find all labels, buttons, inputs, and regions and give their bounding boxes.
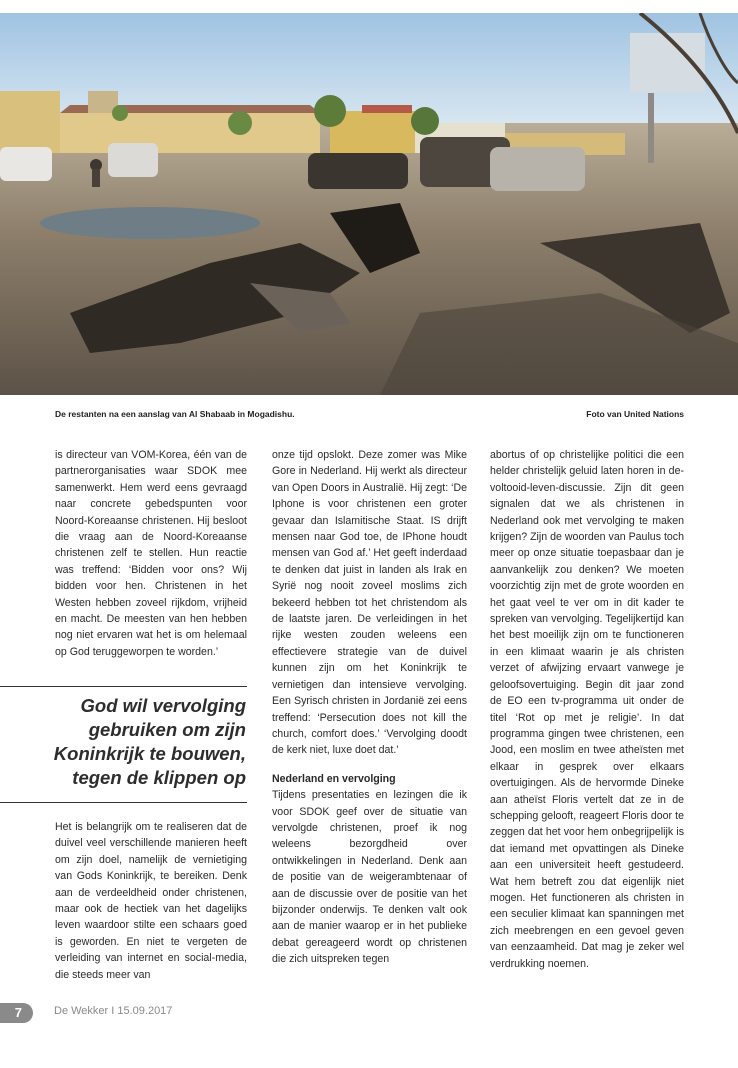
paragraph: abortus of op christelijke politici die een helder christelijk geluid laten horen in de-voltooid-leven-discussie. Zijn dit geen signalen dat we als christenen in Nederland ook met vervolging te maken krijgen? Zijn de woorden van Paulus toch meer op onze situatie toepasbaar dan je aanvankelijk zou denken? We moeten voorzichtig zijn met de grote woorden en het gaat veel te ver om in dit kader te spreken van vervolging. Tegelijkertijd kan het best moeilijk zijn om te functioneren in een klimaat waarin je als christen verzet of afwijzing ervaart vanwege je geloofsovertuiging. Begin dit jaar zond de EO een tv-programma uit onder de titel ‘Rot op met je religie’. In dat programma gingen twee christenen, een Jood, een moslim en twee atheïsten met elkaar in gesprek over elkaars overtuigingen. Als de hervormde Dineke aan atheïst Floris vertelt dat ze in de schepping gelooft, reageert Floris door te zeggen dat het voor hem onbegrijpelijk is dat iemand met opvattingen als Dineke aan een universiteit heeft gestudeerd. Wat hem betreft zou dat eigenlijk niet mogen. Het functioneren als christen in een seculier klimaat kan spanningen met zich meebrengen en een gevoel geven van eenzaamheid. Dat mag je zeker wel verdrukking noemen. xyxy=(490,449,684,970)
paragraph: Tijdens presentaties en lezingen die ik voor SDOK geef over de situatie van vervolgde christenen, proef ik nog weleens bezorgdheid over ontwikkelingen in Nederland. Denk aan de positie van de weigerambtenaar of aan de discussie over de positie van het bijzonder onderwijs. Te denken valt ook aan de manier waarop er in het publieke debat gereageerd wordt op christenen die zich uitspreken tegen xyxy=(272,789,467,966)
pullquote-rule-bottom xyxy=(0,802,247,803)
pullquote-rule-top xyxy=(0,686,247,687)
paragraph: is directeur van VOM-Korea, één van de partnerorganisaties waar SDOK mee samenwerkt. Hem werd eens gevraagd naar concrete gebedspunten voor Noord-Koreaanse christenen. Hij besloot die vraag aan de Noord-Koreaanse christenen zelf te stellen. Hun reactie was treffend: ‘Bidden voor ons? Wij bidden voor hen. Christenen in het Westen hebben zoveel rijkdom, vrijheid en macht. De meesten van hen hebben nog niet ervaren wat het is om helemaal op God teruggeworpen te worden.’ xyxy=(55,449,247,658)
column-2 xyxy=(272,447,467,968)
pullquote: God wil vervolging gebruiken om zijn Koninkrijk te bouwen, tegen de klippen op xyxy=(53,695,246,788)
photo-credit: Foto van United Nations xyxy=(586,409,684,419)
column-3 xyxy=(490,447,684,972)
page-number-badge xyxy=(0,1003,33,1023)
article-photo xyxy=(0,13,738,395)
column-1-top xyxy=(55,447,247,660)
bombing-aftermath-image xyxy=(0,13,738,395)
footer-publication: De Wekker I 15.09.2017 xyxy=(54,1005,173,1017)
paragraph: onze tijd opslokt. Deze zomer was Mike Gore in Nederland. Hij werkt als directeur van Open Doors in Australië. Hij zegt: ‘De Iphone is voor christenen een groter gevaar dan Islamitische Staat. IS drijft mensen naar God toe, de IPhone houdt mensen van God af.’ Het geeft inderdaad te denken dat juist in landen als Irak en Syrië nog nooit zoveel moslims zich bekeerd hebben tot het christendom als de laatste jaren. De verleidingen in het rijke westen zouden weleens een effectievere strategie van de duivel kunnen zijn om het Koninkrijk te vernietigen dan intensieve vervolging. Een Syrisch christen in Jordanië zei eens treffend: ‘Persecution does not kill the church, comfort does.’ ‘Vervolging doodt de kerk niet, luxe doet dat.’ xyxy=(272,449,467,757)
page-number: 7 xyxy=(14,1005,22,1020)
section-subheading: Nederland en vervolging xyxy=(272,772,396,785)
column-1-bottom xyxy=(55,819,247,983)
photo-caption: De restanten na een aanslag van Al Shabaab in Mogadishu. xyxy=(55,409,295,419)
paragraph: Het is belangrijk om te realiseren dat de duivel veel verschillende manieren heeft om zijn doel, namelijk de vernietiging van Gods Koninkrijk, te bereiken. Denk aan de verdeeldheid onder christenen, maar ook de hectiek van het dagelijks leven waardoor stilte een schaars goed is geworden. En niet te vergeten de verleiding van internet en social-media, die steeds meer van xyxy=(55,821,247,981)
